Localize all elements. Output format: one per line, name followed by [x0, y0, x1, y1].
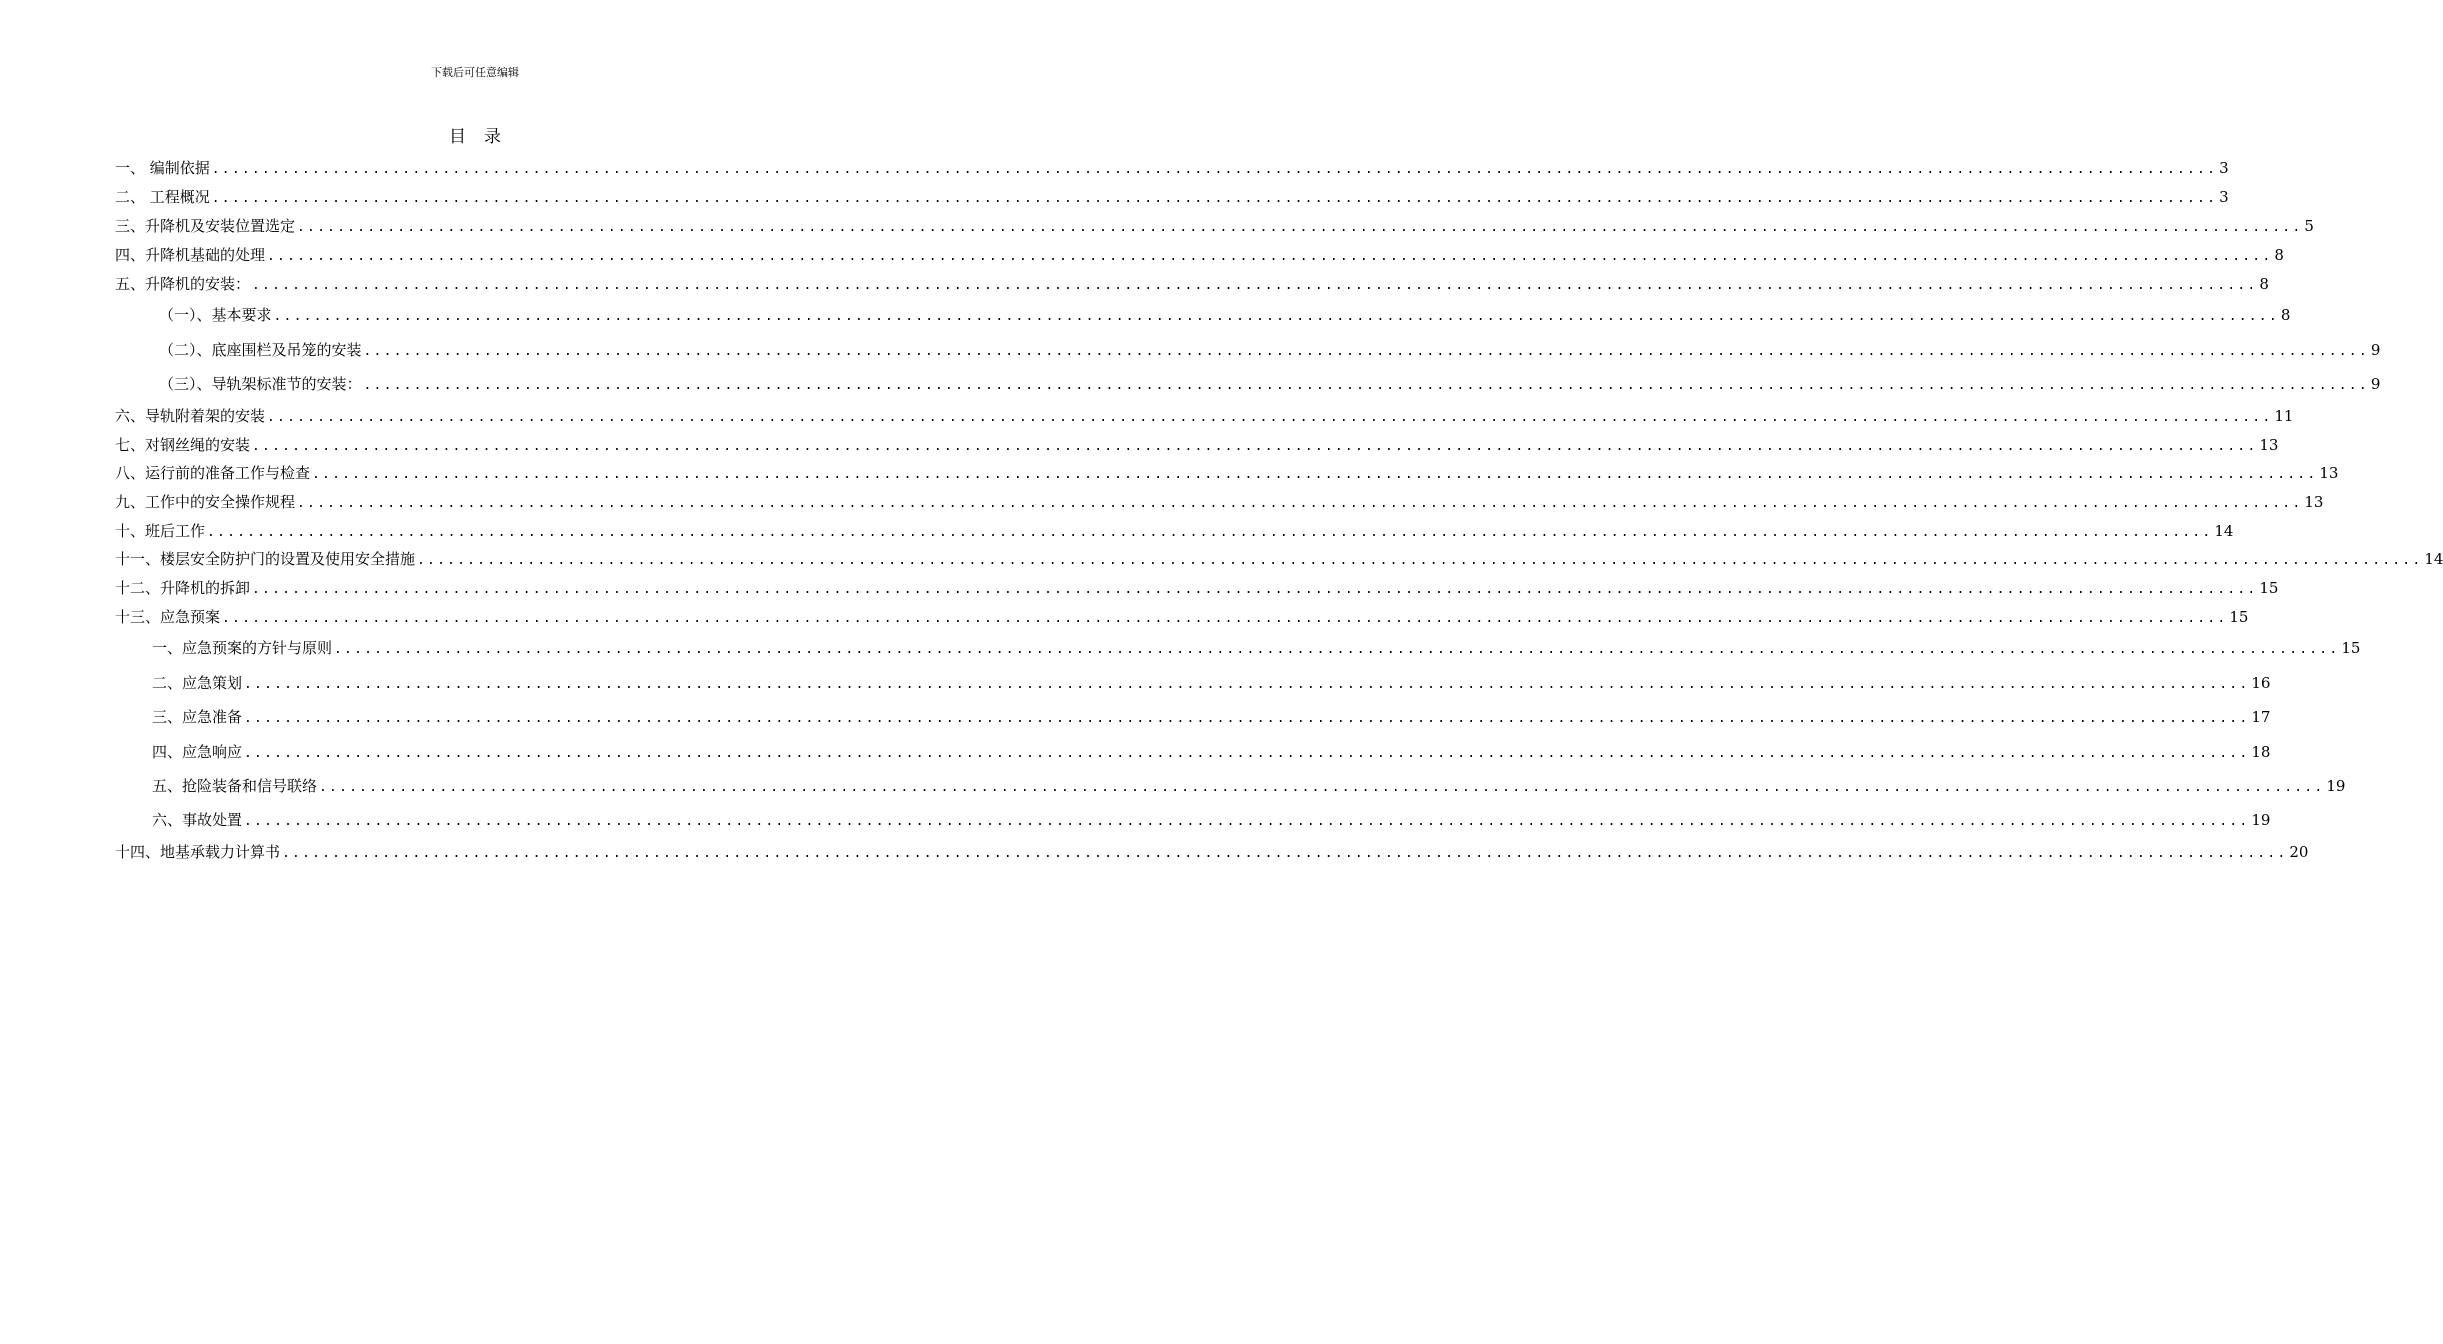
- toc-entry-label: 八、运行前的准备工作与检查: [115, 464, 311, 482]
- toc-entry-label: 四、升降机基础的处理: [115, 246, 266, 264]
- toc-entry-page: 15: [2259, 579, 2279, 597]
- toc-entry[interactable]: [115, 491, 2324, 513]
- toc-leader-dots: ........................................................................................................................................................................................................: [211, 162, 2218, 177]
- toc-entry-label: 二、应急策划: [152, 674, 243, 692]
- toc-entry-page: 18: [2251, 743, 2271, 761]
- toc-leader-dots: ........................................................................................................................................................................................................: [267, 410, 2273, 425]
- toc-entry-label: 五、升降机的安装：: [115, 275, 251, 293]
- toc-entry-page: 8: [2259, 275, 2269, 293]
- toc-entry[interactable]: [152, 637, 2361, 659]
- toc-entry-label: 十一、楼层安全防护门的设置及使用安全措施: [115, 550, 416, 568]
- toc-entry[interactable]: [152, 741, 2271, 763]
- toc-entry[interactable]: [152, 706, 2271, 728]
- toc-entry[interactable]: [115, 405, 2294, 427]
- toc-entry-page: 5: [2304, 217, 2314, 235]
- toc-entry[interactable]: [115, 548, 2443, 570]
- toc-entry-page: 13: [2304, 493, 2324, 511]
- toc-entry[interactable]: [115, 434, 2279, 456]
- toc-entry[interactable]: [115, 157, 2229, 179]
- toc-leader-dots: ........................................................................................................................................................................................................: [312, 467, 2318, 482]
- toc-leader-dots: ........................................................................................................................................................................................................: [417, 553, 2423, 568]
- toc-entry[interactable]: [115, 462, 2339, 484]
- toc-entry[interactable]: [115, 841, 2309, 863]
- toc-entry[interactable]: [115, 520, 2234, 542]
- toc-entry-label: 四、应急响应: [152, 743, 243, 761]
- toc-entry-label: 二、 工程概况: [115, 188, 210, 206]
- toc-entry-page: 9: [2370, 341, 2381, 359]
- toc-leader-dots: ........................................................................................................................................................................................................: [297, 496, 2303, 511]
- toc-entry-page: 20: [2289, 843, 2309, 861]
- toc-entry-label: 十、班后工作: [115, 522, 206, 540]
- toc-entry-label: 六、事故处置: [152, 811, 243, 829]
- page-header-note: 下载后可任意编辑: [431, 66, 519, 79]
- toc-entry[interactable]: [152, 809, 2271, 831]
- toc-entry[interactable]: [152, 672, 2271, 694]
- toc-entry-label: 一、 编制依据: [115, 159, 210, 177]
- toc-leader-dots: ........................................................................................................................................................................................................: [211, 191, 2218, 206]
- toc-leader-dots: ........................................................................................................................................................................................................: [222, 611, 2228, 626]
- toc-entry-page: 16: [2251, 674, 2271, 692]
- toc-leader-dots: ........................................................................................................................................................................................................: [334, 642, 2340, 657]
- toc-entry-label: 三、应急准备: [152, 708, 243, 726]
- toc-entry-label: 十四、地基承载力计算书: [115, 843, 281, 861]
- toc-leader-dots: ........................................................................................................................................................................................................: [244, 746, 2250, 761]
- toc-entry-page: 14: [2214, 522, 2234, 540]
- toc-entry-label: 九、工作中的安全操作规程: [115, 493, 296, 511]
- toc-leader-dots: ........................................................................................................................................................................................................: [282, 846, 2288, 861]
- toc-entry-page: 13: [2259, 436, 2279, 454]
- toc-entry-page: 3: [2219, 159, 2229, 177]
- toc-entry-page: 11: [2274, 407, 2294, 425]
- toc-entry-page: 19: [2326, 777, 2346, 795]
- toc-entry[interactable]: [159, 373, 2381, 395]
- toc-entry-page: 3: [2219, 188, 2229, 206]
- toc-leader-dots: ........................................................................................................................................................................................................: [363, 378, 2369, 393]
- toc-entry-page: 9: [2370, 375, 2381, 393]
- toc-leader-dots: ........................................................................................................................................................................................................: [244, 711, 2250, 726]
- toc-leader-dots: ........................................................................................................................................................................................................: [244, 677, 2250, 692]
- toc-entry[interactable]: [115, 273, 2269, 295]
- toc-entry-label: （二）、底座围栏及吊笼的安装: [159, 341, 362, 359]
- toc-leader-dots: ........................................................................................................................................................................................................: [363, 344, 2369, 359]
- toc-entry-page: 17: [2251, 708, 2271, 726]
- toc-entry-label: 一、应急预案的方针与原则: [152, 639, 333, 657]
- toc-entry-label: 三、升降机及安装位置选定: [115, 217, 296, 235]
- toc-entry-label: 十二、升降机的拆卸: [115, 579, 251, 597]
- toc-leader-dots: ........................................................................................................................................................................................................: [252, 439, 2258, 454]
- toc-entry-label: 五、抢险装备和信号联络: [152, 777, 318, 795]
- toc-entry-label: （一）、基本要求: [159, 306, 272, 324]
- toc-leader-dots: ........................................................................................................................................................................................................: [297, 220, 2303, 235]
- toc-entry[interactable]: [159, 339, 2381, 361]
- toc-entry-page: 15: [2229, 608, 2249, 626]
- toc-entry[interactable]: [115, 577, 2279, 599]
- toc-entry-page: 14: [2424, 550, 2443, 568]
- toc-leader-dots: ........................................................................................................................................................................................................: [319, 780, 2325, 795]
- toc-entry-label: 六、导轨附着架的安装: [115, 407, 266, 425]
- toc-entry-page: 15: [2341, 639, 2361, 657]
- toc-entry-page: 8: [2280, 306, 2291, 324]
- toc-entry[interactable]: [115, 244, 2284, 266]
- toc-entry-page: 19: [2251, 811, 2271, 829]
- toc-leader-dots: ........................................................................................................................................................................................................: [273, 309, 2279, 324]
- toc-leader-dots: ........................................................................................................................................................................................................: [252, 278, 2258, 293]
- toc-entry-page: 8: [2274, 246, 2284, 264]
- toc-title: 目录: [449, 127, 519, 147]
- toc-entry[interactable]: [115, 215, 2314, 237]
- toc-entry-page: 13: [2319, 464, 2339, 482]
- toc-leader-dots: ........................................................................................................................................................................................................: [244, 814, 2250, 829]
- toc-entry-label: 七、对钢丝绳的安装: [115, 436, 251, 454]
- toc-entry-label: （三）、导轨架标准节的安装：: [159, 375, 362, 393]
- toc-entry-label: 十三、应急预案: [115, 608, 221, 626]
- toc-entry[interactable]: [115, 186, 2229, 208]
- toc-leader-dots: ........................................................................................................................................................................................................: [252, 582, 2258, 597]
- toc-leader-dots: ........................................................................................................................................................................................................: [267, 249, 2273, 264]
- toc-entry[interactable]: [152, 775, 2346, 797]
- toc-entry[interactable]: [115, 606, 2249, 628]
- toc-leader-dots: ........................................................................................................................................................................................................: [207, 525, 2213, 540]
- toc-entry[interactable]: [159, 304, 2291, 326]
